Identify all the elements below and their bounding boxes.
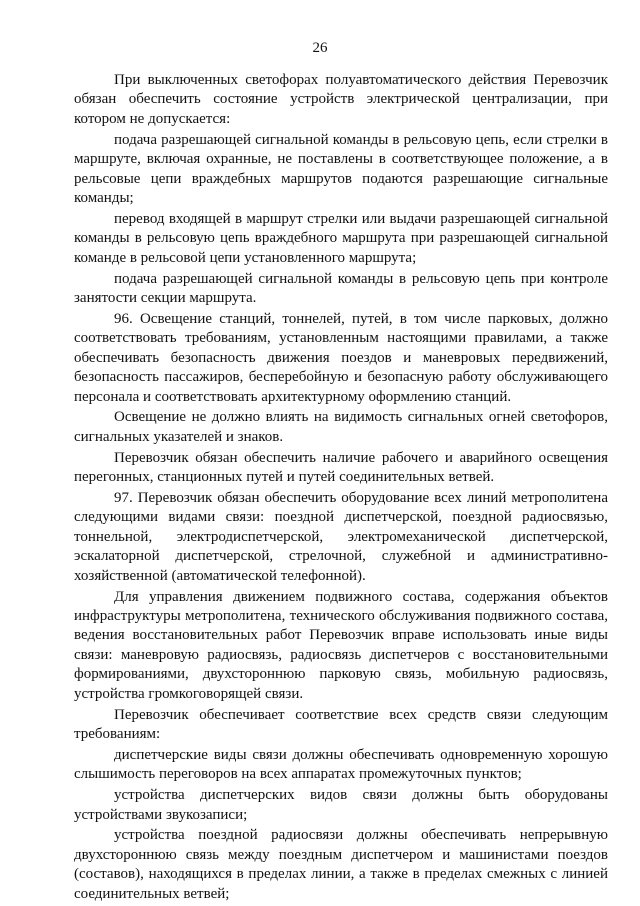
paragraph-dispatcher-audibility: диспетчерские виды связи должны обеспечивать одновременную хорошую слышимость переговоров на всех аппаратах промежуточных пунктов; [74,746,608,783]
paragraph-other-communication: Для управления движением подвижного состава, содержания объектов инфраструктуры метрополитена, технического обслуживания подвижного состава, ведения восстановительных работ Перевозчик вправе использовать иные виды связи: маневровую радиосвязь, радиосвязь диспетчеров с восстановительными формированиями, двухстороннюю парковую связь, мобильную радиосвязь, устройства громкоговорящей связи. [74,588,608,702]
document-body [74,71,608,906]
paragraph-emergency-lighting: Перевозчик обязан обеспечить наличие рабочего и аварийного освещения перегонных, станционных путей и путей соединительных ветвей. [74,449,608,486]
paragraph-lighting-visibility: Освещение не должно влиять на видимость сигнальных огней светофоров, сигнальных указателей и знаков. [74,409,608,445]
paragraph-occupancy-control: подача разрешающей сигнальной команды в рельсовую цепь при контроле занятости секции маршрута. [74,270,608,306]
paragraph-97-communication: 97. Перевозчик обязан обеспечить оборудование всех линий метрополитена следующими видами связи: поездной диспетчерской, поездной радиосвязью, тоннельной, электродиспетчерской, электромеханической диспетчерской, эскалаторной диспетчерской, стрелочной, служебной и административно-хозяйственной (автоматической телефонной). [74,490,608,584]
paragraph-signals-intro: При выключенных светофорах полуавтоматического действия Перевозчик обязан обеспечить состояние устройств электрической централизации, при котором не допускается: [74,72,608,127]
paragraph-requirements-intro: Перевозчик обеспечивает соответствие всех средств связи следующим требованиям: [74,706,608,742]
paragraph-signal-command-switches: подача разрешающей сигнальной команды в рельсовую цепь, если стрелки в маршруте, включая охранные, не поставлены в соответствующее положение, а в рельсовые цепи враждебных маршрутов подаются разрешающие сигнальные команды; [74,131,608,206]
paragraph-train-radio: устройства поездной радиосвязи должны обеспечивать непрерывную двухстороннюю связь между поездным диспетчером и машинистами поездов (составов), находящихся в пределах линии, а также в пределах смежных с линией соединительных ветвей; [74,827,608,902]
page-number: 26 [312,40,328,56]
paragraph-96-lighting: 96. Освещение станций, тоннелей, путей, в том числе парковых, должно соответствовать требованиям, установленным настоящими правилами, а также обеспечивать безопасность движения поездов и маневровых передвижений, безопасность пассажиров, бесперебойную и безопасную работу обслуживающего персонала и соответствовать архитектурному оформлению станций. [74,310,608,405]
paragraph-sound-recording: устройства диспетчерских видов связи должны быть оборудованы устройствами звукозаписи; [74,787,608,823]
paragraph-switch-transfer: перевод входящей в маршрут стрелки или выдачи разрешающей сигнальной команды в рельсовую цепь враждебного маршрута при разрешающей сигнальной команде в рельсовой цепи установленного маршрута; [74,210,608,266]
